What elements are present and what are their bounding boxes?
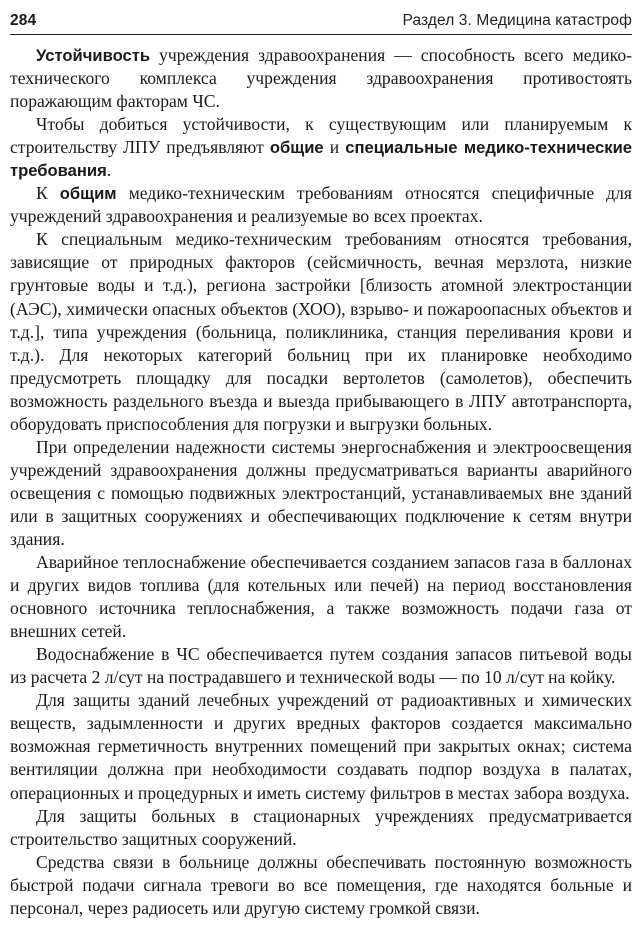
paragraph: Аварийное теплоснабжение обеспечивается созданием запасов газа в баллонах и других видов топлива (для котельных или печей) на период восстановления основного источника теплоснабжения, а также возможность подачи газа от внешних сетей. [10,552,632,642]
term-bold: Устойчивость [36,46,151,65]
paragraph-text: и [323,137,346,158]
term-bold: специальные медико-технические требования [10,138,632,181]
running-head: Раздел 3. Медицина катастроф [402,12,632,29]
paragraph: Водоснабжение в ЧС обеспечивается путем создания запасов питьевой воды из расчета 2 л/сут на пострадавшего и технической воды — по 10 л/сут на койку. [10,644,632,688]
term-bold: общие [269,138,324,158]
paragraph-text: Чтобы добиться устойчивости, к существующим или планируемым к строительству ЛПУ предъявляют [10,114,632,158]
term-bold: общим [59,184,117,204]
paragraph-text: учреждения здравоохранения — способность всего медико-технического комплекса учреждения здравоохранения противостоять поражающим факторам ЧС. [10,45,632,112]
page-number: 284 [10,12,37,29]
paragraph: Для защиты больных в стационарных учреждениях предусматривается строительство защитных сооружений. [10,805,632,849]
paragraph [10,44,632,113]
paragraph: При определении надежности системы энергоснабжения и электроосвещения учреждений здравоохранения должны предусматриваться варианты аварийного освещения с помощью подвижных электростанций, устанавливаемых вне зданий или в защитных сооружениях и обеспечивающих подключение к сетям внутри здания. [10,436,632,549]
paragraph-text: медико-техническим требованиям относятся специфичные для учреждений здравоохранения и реализуемые во всех проектах. [10,183,632,227]
page-header [10,6,632,35]
paragraph-text: . [106,160,112,181]
paragraph: Средства связи в больнице должны обеспечивать постоянную возможность быстрой подачи сигнала тревоги во все помещения, где находятся больные и персонал, через радиосеть или другую систему громкой связи. [10,851,632,918]
paragraph: Для защиты зданий лечебных учреждений от радиоактивных и химических веществ, задымленности и других вредных факторов создается максимально возможная герметичность внутренних помещений при закрытых окнах; система вентиляции должна при необходимости создавать подпор воздуха в палатах, операционных и процедурных и иметь систему фильтров в местах забора воздуха. [10,690,632,803]
paragraph [10,182,632,228]
paragraph: К специальным медико-техническим требованиям относятся требования, зависящие от природных факторов (сейсмичность, вечная мерзлота, низкие грунтовые воды и т.д.), региона застройки [близость атомной электростанции (АЭС), химически опасных объектов (ХОО), взрыво- и пожароопасных объектов и т.д.], типа учреждения (больница, поликлиника, станция переливания крови и т.д.). Для некоторых категорий больниц при их планировке необходимо предусмотреть площадку для посадки вертолетов (самолетов), обеспечить возможность раздельного въезда и выезда прибывающего в ЛПУ автотранспорта, оборудовать приспособления для погрузки и выгрузки больных. [10,229,632,434]
body-text [10,44,632,920]
paragraph [10,113,632,182]
paragraph-text: К [36,183,60,204]
